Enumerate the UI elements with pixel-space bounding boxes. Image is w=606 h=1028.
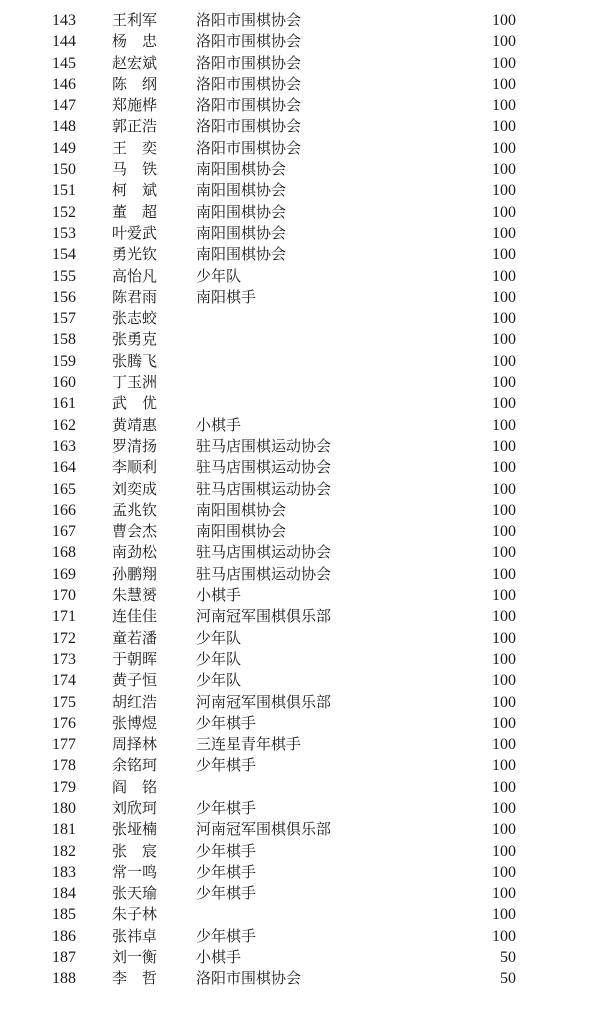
table-row	[0, 329, 606, 350]
table-row	[0, 904, 606, 925]
row-number: 174	[52, 672, 76, 690]
club-name: 驻马店围棋运动协会	[196, 479, 332, 498]
table-row	[0, 692, 606, 713]
table-row	[0, 798, 606, 819]
row-number: 181	[52, 821, 76, 839]
club-name: 河南冠军围棋俱乐部	[196, 607, 332, 626]
row-number: 155	[52, 267, 76, 285]
club-name: 河南冠军围棋俱乐部	[196, 820, 332, 839]
row-number: 149	[52, 139, 76, 157]
player-name: 杨 忠	[112, 32, 158, 51]
club-name: 小棋手	[196, 948, 242, 967]
player-name: 高怡凡	[112, 266, 158, 285]
club-name: 少年队	[196, 649, 242, 668]
score-value: 100	[492, 182, 516, 200]
row-number: 154	[52, 246, 76, 264]
row-number: 175	[52, 693, 76, 711]
row-number: 160	[52, 374, 76, 392]
player-name: 王利军	[112, 11, 158, 29]
player-name: 于朝晖	[112, 649, 158, 668]
score-value: 100	[492, 459, 516, 477]
player-name: 胡红浩	[112, 692, 158, 711]
player-name: 孙鹏翔	[112, 564, 158, 583]
score-value: 100	[492, 75, 516, 93]
table-row	[0, 266, 606, 287]
score-value: 100	[492, 246, 516, 264]
row-number: 177	[52, 736, 76, 754]
score-value: 100	[492, 863, 516, 881]
club-name: 少年队	[196, 266, 242, 285]
club-name: 小棋手	[196, 586, 242, 605]
row-number: 176	[52, 714, 76, 732]
player-name: 刘一衡	[112, 948, 158, 967]
row-number: 171	[52, 608, 76, 626]
club-name: 少年棋手	[196, 884, 257, 903]
player-name: 罗清扬	[112, 436, 158, 455]
row-number: 158	[52, 331, 76, 349]
row-number: 151	[52, 182, 76, 200]
player-name: 张垭楠	[112, 820, 158, 839]
table-row	[0, 53, 606, 74]
score-value: 100	[492, 927, 516, 945]
score-value: 100	[492, 374, 516, 392]
score-value: 100	[492, 906, 516, 924]
row-number: 179	[52, 778, 76, 796]
table-row	[0, 372, 606, 393]
table-row	[0, 883, 606, 904]
player-name: 张祎卓	[112, 926, 158, 945]
table-row	[0, 606, 606, 627]
player-name: 黄靖惠	[112, 415, 158, 434]
club-name: 洛阳市围棋协会	[196, 74, 302, 93]
club-name: 南阳围棋协会	[196, 500, 287, 519]
player-name: 郭正浩	[112, 117, 158, 136]
player-name: 刘奕成	[112, 479, 158, 498]
score-value: 100	[492, 437, 516, 455]
table-row	[0, 457, 606, 478]
player-name: 朱慧赟	[112, 586, 158, 605]
row-number: 178	[52, 757, 76, 775]
score-value: 100	[492, 203, 516, 221]
club-name: 洛阳市围棋协会	[196, 32, 302, 51]
player-name: 王 奕	[112, 138, 158, 157]
score-value: 100	[492, 288, 516, 306]
club-name: 南阳围棋协会	[196, 181, 287, 200]
club-name: 洛阳市围棋协会	[196, 53, 302, 72]
score-value: 100	[492, 480, 516, 498]
club-name: 少年棋手	[196, 841, 257, 860]
player-name: 柯 斌	[112, 181, 158, 200]
table-row	[0, 841, 606, 862]
player-name: 董 超	[112, 202, 158, 221]
player-name: 张博煜	[112, 713, 158, 732]
score-value: 50	[500, 949, 516, 967]
score-value: 100	[492, 672, 516, 690]
club-name: 南阳围棋协会	[196, 245, 287, 264]
row-number: 173	[52, 650, 76, 668]
player-name: 余铭珂	[112, 756, 158, 775]
player-name: 张志蛟	[112, 309, 158, 328]
table-row	[0, 670, 606, 691]
row-number: 147	[52, 97, 76, 115]
table-row	[0, 138, 606, 159]
score-value: 100	[492, 778, 516, 796]
club-name: 南阳棋手	[196, 287, 257, 306]
table-row	[0, 95, 606, 116]
player-name: 马 铁	[112, 160, 158, 179]
row-number: 156	[52, 288, 76, 306]
player-name: 阎 铭	[112, 777, 158, 796]
row-number: 169	[52, 565, 76, 583]
row-number: 186	[52, 927, 76, 945]
row-number: 165	[52, 480, 76, 498]
row-number: 188	[52, 970, 76, 988]
table-row	[0, 436, 606, 457]
table-row	[0, 244, 606, 265]
score-value: 100	[492, 523, 516, 541]
player-name: 朱子林	[112, 905, 158, 924]
club-name: 驻马店围棋运动协会	[196, 543, 332, 562]
player-name: 曹会杰	[112, 522, 158, 541]
table-row	[0, 500, 606, 521]
table-row	[0, 628, 606, 649]
club-name: 南阳围棋协会	[196, 160, 287, 179]
row-number: 187	[52, 949, 76, 967]
player-name: 童若潘	[112, 628, 158, 647]
club-name: 少年棋手	[196, 713, 257, 732]
score-value: 100	[492, 224, 516, 242]
table-row	[0, 649, 606, 670]
table-row	[0, 819, 606, 840]
club-name: 驻马店围棋运动协会	[196, 436, 332, 455]
row-number: 184	[52, 885, 76, 903]
score-value: 100	[492, 842, 516, 860]
player-name: 张天瑜	[112, 884, 158, 903]
score-value: 100	[492, 310, 516, 328]
score-value: 100	[492, 587, 516, 605]
club-name: 少年棋手	[196, 756, 257, 775]
club-name: 少年棋手	[196, 862, 257, 881]
score-value: 100	[492, 714, 516, 732]
player-name: 郑施桦	[112, 96, 158, 115]
table-row	[0, 415, 606, 436]
player-name: 张腾飞	[112, 351, 158, 370]
row-number: 164	[52, 459, 76, 477]
club-name: 洛阳市围棋协会	[196, 969, 302, 988]
table-row	[0, 521, 606, 542]
table-row	[0, 223, 606, 244]
score-value: 100	[492, 650, 516, 668]
club-name: 小棋手	[196, 415, 242, 434]
club-name: 少年队	[196, 628, 242, 647]
row-number: 170	[52, 587, 76, 605]
score-value: 100	[492, 395, 516, 413]
player-name: 李顺利	[112, 458, 158, 477]
player-name: 连佳佳	[112, 607, 158, 626]
score-value: 100	[492, 565, 516, 583]
club-name: 洛阳市围棋协会	[196, 138, 302, 157]
table-row	[0, 10, 606, 31]
club-name: 南阳围棋协会	[196, 522, 287, 541]
row-number: 152	[52, 203, 76, 221]
table-row	[0, 564, 606, 585]
club-name: 洛阳市围棋协会	[196, 96, 302, 115]
player-name: 张勇克	[112, 330, 158, 349]
score-value: 100	[492, 161, 516, 179]
player-name: 武 优	[112, 394, 158, 413]
table-row	[0, 755, 606, 776]
row-number: 150	[52, 161, 76, 179]
row-number: 162	[52, 416, 76, 434]
table-row	[0, 180, 606, 201]
table-row	[0, 947, 606, 968]
club-name: 洛阳市围棋协会	[196, 11, 302, 29]
player-name: 张 宸	[112, 841, 158, 860]
row-number: 144	[52, 33, 76, 51]
row-number: 168	[52, 544, 76, 562]
score-value: 100	[492, 544, 516, 562]
club-name: 驻马店围棋运动协会	[196, 458, 332, 477]
table-row	[0, 202, 606, 223]
player-name: 丁玉洲	[112, 373, 158, 392]
row-number: 143	[52, 12, 76, 29]
table-row	[0, 777, 606, 798]
table-row	[0, 585, 606, 606]
club-name: 少年棋手	[196, 798, 257, 817]
score-value: 100	[492, 629, 516, 647]
row-number: 145	[52, 54, 76, 72]
table-row	[0, 926, 606, 947]
table-row	[0, 479, 606, 500]
table-row	[0, 74, 606, 95]
table-row	[0, 159, 606, 180]
row-number: 161	[52, 395, 76, 413]
player-name: 孟兆钦	[112, 500, 158, 519]
row-number: 146	[52, 75, 76, 93]
club-name: 南阳围棋协会	[196, 202, 287, 221]
table-row	[0, 393, 606, 414]
club-name: 驻马店围棋运动协会	[196, 564, 332, 583]
score-value: 100	[492, 331, 516, 349]
player-name: 赵宏斌	[112, 53, 158, 72]
score-value: 100	[492, 693, 516, 711]
club-name: 少年队	[196, 671, 242, 690]
row-number: 148	[52, 118, 76, 136]
score-value: 100	[492, 501, 516, 519]
player-name: 陈君雨	[112, 287, 158, 306]
score-value: 100	[492, 12, 516, 29]
score-value: 100	[492, 97, 516, 115]
table-row	[0, 116, 606, 137]
score-value: 100	[492, 139, 516, 157]
row-number: 185	[52, 906, 76, 924]
row-number: 167	[52, 523, 76, 541]
score-value: 100	[492, 799, 516, 817]
score-value: 100	[492, 118, 516, 136]
row-number: 159	[52, 352, 76, 370]
score-value: 50	[500, 970, 516, 988]
table-row	[0, 31, 606, 52]
score-value: 100	[492, 416, 516, 434]
table-row	[0, 862, 606, 883]
score-value: 100	[492, 757, 516, 775]
score-value: 100	[492, 608, 516, 626]
roster-table	[0, 10, 606, 990]
score-value: 100	[492, 885, 516, 903]
player-name: 周择林	[112, 735, 158, 754]
table-row	[0, 713, 606, 734]
row-number: 157	[52, 310, 76, 328]
score-value: 100	[492, 821, 516, 839]
row-number: 163	[52, 437, 76, 455]
player-name: 李 哲	[112, 969, 158, 988]
player-name: 常一鸣	[112, 862, 158, 881]
table-row	[0, 287, 606, 308]
row-number: 182	[52, 842, 76, 860]
club-name: 三连星青年棋手	[196, 735, 302, 754]
table-row	[0, 968, 606, 989]
player-name: 陈 纲	[112, 74, 158, 93]
club-name: 少年棋手	[196, 926, 257, 945]
player-name: 勇光钦	[112, 245, 158, 264]
row-number: 180	[52, 799, 76, 817]
row-number: 172	[52, 629, 76, 647]
row-number: 166	[52, 501, 76, 519]
score-value: 100	[492, 33, 516, 51]
player-name: 刘欣珂	[112, 798, 158, 817]
row-number: 183	[52, 863, 76, 881]
score-value: 100	[492, 54, 516, 72]
score-value: 100	[492, 267, 516, 285]
player-name: 南劲松	[112, 543, 158, 562]
player-name: 叶爱武	[112, 223, 158, 242]
club-name: 洛阳市围棋协会	[196, 117, 302, 136]
player-name: 黄子恒	[112, 671, 158, 690]
table-row	[0, 351, 606, 372]
club-name: 河南冠军围棋俱乐部	[196, 692, 332, 711]
score-value: 100	[492, 352, 516, 370]
table-row	[0, 542, 606, 563]
row-number: 153	[52, 224, 76, 242]
score-value: 100	[492, 736, 516, 754]
table-row	[0, 308, 606, 329]
table-row	[0, 734, 606, 755]
club-name: 南阳围棋协会	[196, 223, 287, 242]
